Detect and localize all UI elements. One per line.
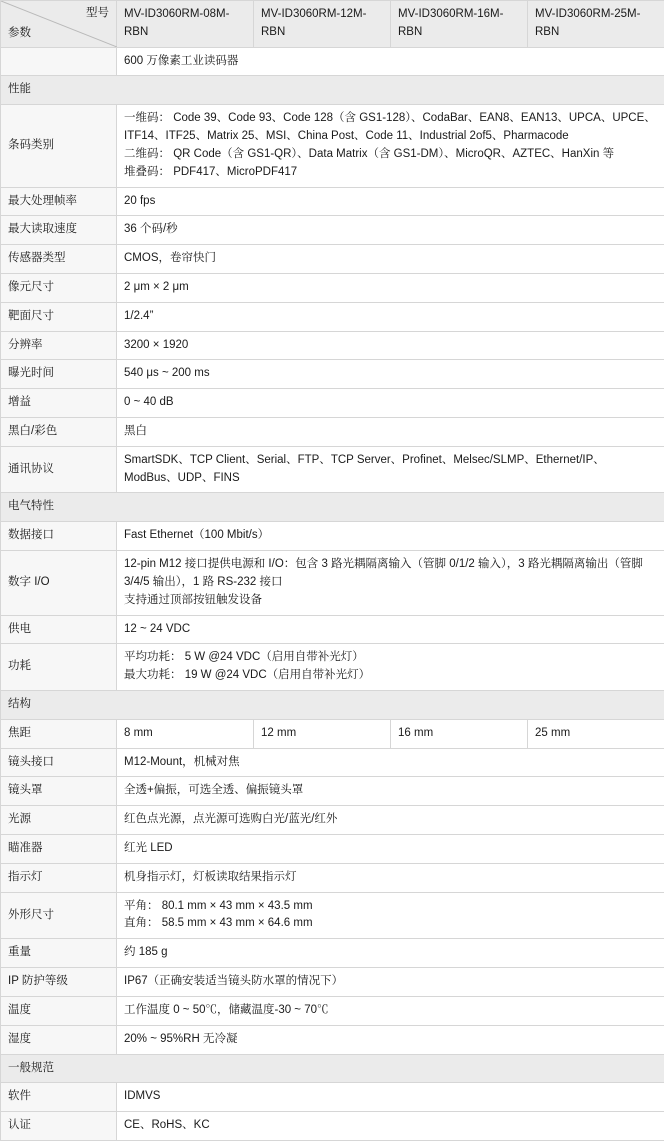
power-avg-line: 平均功耗： 5 W @24 VDC（启用自带补光灯）: [124, 649, 657, 667]
table-row: [1, 748, 664, 777]
table-row: [1, 187, 664, 216]
row-value-certification: CE、RoHS、KC: [117, 1112, 664, 1141]
row-value-focal-length-1: 8 mm: [117, 719, 254, 748]
dimensions-straight-line: 平角： 80.1 mm × 43 mm × 43.5 mm: [124, 898, 657, 916]
row-value-light-source: 红色点光源，点光源可选购白光/蓝光/红外: [117, 806, 664, 835]
row-value-aimer: 红光 LED: [117, 835, 664, 864]
row-label-max-frame-rate: 最大处理帧率: [1, 187, 117, 216]
row-value-resolution: 3200 × 1920: [117, 331, 664, 360]
table-row: [1, 273, 664, 302]
row-label-temperature: 温度: [1, 996, 117, 1025]
table-row: [1, 245, 664, 274]
row-label-focal-length: 焦距: [1, 719, 117, 748]
barcode-1d-line: 一维码： Code 39、Code 93、Code 128（含 GS1-128）、CodaBar、EAN8、EAN13、UPCA、UPCE、ITF14、ITF25、Matrix 25、MSI、China Post、Code 11、Industrial 2of5、Pharmacode: [124, 110, 657, 146]
row-value-power-supply: 12 ~ 24 VDC: [117, 615, 664, 644]
row-value-humidity: 20% ~ 95%RH 无冷凝: [117, 1025, 664, 1054]
digital-io-line-2: 支持通过顶部按钮触发设备: [124, 592, 657, 610]
row-value-focal-length-2: 12 mm: [254, 719, 391, 748]
table-row: [1, 777, 664, 806]
row-value-lens-cover: 全透+偏振，可选全透、偏振镜头罩: [117, 777, 664, 806]
table-row: [1, 105, 664, 187]
table-row: [1, 446, 664, 493]
row-value-protocol: [117, 446, 664, 493]
row-label-dimensions: 外形尺寸: [1, 892, 117, 939]
table-row: [1, 522, 664, 551]
row-label-protocol: 通讯协议: [1, 446, 117, 493]
header-param-label: 参数: [8, 25, 31, 43]
table-row: [1, 719, 664, 748]
row-label-resolution: 分辨率: [1, 331, 117, 360]
row-label-aimer: 瞄准器: [1, 835, 117, 864]
table-row: [1, 1025, 664, 1054]
row-value-dimensions: [117, 892, 664, 939]
table-row: [1, 863, 664, 892]
row-value-target-size: 1/2.4”: [117, 302, 664, 331]
table-row: [1, 551, 664, 615]
table-row: [1, 968, 664, 997]
model-column-4: [528, 1, 664, 48]
header-corner-cell: [1, 1, 117, 48]
row-value-lens-mount: M12-Mount，机械对焦: [117, 748, 664, 777]
table-row: [1, 835, 664, 864]
row-label-power-supply: 供电: [1, 615, 117, 644]
section-general-row: [1, 1054, 664, 1083]
model-name: MV-ID3060RM-12M-RBN: [261, 8, 366, 38]
row-value-max-read-speed: 36 个码/秒: [117, 216, 664, 245]
section-structure-row: [1, 690, 664, 719]
row-label-color: 黑白/彩色: [1, 418, 117, 447]
section-title-electrical: 电气特性: [1, 493, 664, 522]
row-label-exposure: 曝光时间: [1, 360, 117, 389]
row-label-sensor-type: 传感器类型: [1, 245, 117, 274]
row-label-barcode-types: 条码类别: [1, 105, 117, 187]
protocol-line-1: SmartSDK、TCP Client、Serial、FTP、TCP Server、Profinet、Melsec/SLMP、Ethernet/IP、: [124, 452, 657, 470]
product-line-spacer: [1, 47, 117, 76]
row-value-exposure: 540 μs ~ 200 ms: [117, 360, 664, 389]
row-value-color: 黑白: [117, 418, 664, 447]
table-row: [1, 216, 664, 245]
row-value-weight: 约 185 g: [117, 939, 664, 968]
row-label-indicator: 指示灯: [1, 863, 117, 892]
model-name: MV-ID3060RM-16M-RBN: [398, 8, 503, 38]
row-label-humidity: 湿度: [1, 1025, 117, 1054]
row-label-pixel-size: 像元尺寸: [1, 273, 117, 302]
row-label-gain: 增益: [1, 389, 117, 418]
row-value-gain: 0 ~ 40 dB: [117, 389, 664, 418]
product-line-value: 600 万像素工业读码器: [117, 47, 664, 76]
power-max-line: 最大功耗： 19 W @24 VDC（启用自带补光灯）: [124, 667, 657, 685]
table-row: [1, 418, 664, 447]
row-value-pixel-size: 2 μm × 2 μm: [117, 273, 664, 302]
section-title-structure: 结构: [1, 690, 664, 719]
barcode-2d-line: 二维码： QR Code（含 GS1-QR）、Data Matrix（含 GS1-DM）、MicroQR、AZTEC、HanXin 等: [124, 146, 657, 164]
section-title-performance: 性能: [1, 76, 664, 105]
barcode-stacked-line: 堆叠码： PDF417、MicroPDF417: [124, 164, 657, 182]
table-row: [1, 996, 664, 1025]
table-row: [1, 939, 664, 968]
table-row: [1, 302, 664, 331]
row-label-weight: 重量: [1, 939, 117, 968]
model-name: MV-ID3060RM-08M-RBN: [124, 8, 229, 38]
row-value-data-interface: Fast Ethernet（100 Mbit/s）: [117, 522, 664, 551]
table-row: [1, 389, 664, 418]
dimensions-right-angle-line: 直角： 58.5 mm × 43 mm × 64.6 mm: [124, 915, 657, 933]
row-value-software: IDMVS: [117, 1083, 664, 1112]
row-label-lens-cover: 镜头罩: [1, 777, 117, 806]
row-value-focal-length-4: 25 mm: [528, 719, 664, 748]
row-value-ip-rating: IP67（正确安装适当镜头防水罩的情况下）: [117, 968, 664, 997]
row-value-temperature: 工作温度 0 ~ 50℃，储藏温度-30 ~ 70℃: [117, 996, 664, 1025]
section-performance-row: [1, 76, 664, 105]
header-model-label: 型号: [86, 5, 109, 23]
model-column-3: [391, 1, 528, 48]
section-title-general: 一般规范: [1, 1054, 664, 1083]
table-row: [1, 806, 664, 835]
row-label-data-interface: 数据接口: [1, 522, 117, 551]
row-label-lens-mount: 镜头接口: [1, 748, 117, 777]
row-label-software: 软件: [1, 1083, 117, 1112]
table-row: [1, 1083, 664, 1112]
row-label-light-source: 光源: [1, 806, 117, 835]
row-value-focal-length-3: 16 mm: [391, 719, 528, 748]
model-column-2: [254, 1, 391, 48]
table-row: [1, 360, 664, 389]
row-label-digital-io: 数字 I/O: [1, 551, 117, 615]
table-row: [1, 892, 664, 939]
row-value-sensor-type: CMOS，卷帘快门: [117, 245, 664, 274]
table-row: [1, 331, 664, 360]
digital-io-line-1: 12-pin M12 接口提供电源和 I/O：包含 3 路光耦隔离输入（管脚 0/1/2 输入），3 路光耦隔离输出（管脚 3/4/5 输出），1 路 RS-232 接口: [124, 556, 657, 592]
row-value-digital-io: [117, 551, 664, 615]
table-row: [1, 644, 664, 691]
row-label-power-consumption: 功耗: [1, 644, 117, 691]
section-electrical-row: [1, 493, 664, 522]
model-column-1: [117, 1, 254, 48]
row-value-indicator: 机身指示灯，灯板读取结果指示灯: [117, 863, 664, 892]
product-line-row: [1, 47, 664, 76]
row-value-max-frame-rate: 20 fps: [117, 187, 664, 216]
row-label-certification: 认证: [1, 1112, 117, 1141]
protocol-line-2: ModBus、UDP、FINS: [124, 470, 657, 488]
table-row: [1, 615, 664, 644]
table-row: [1, 1112, 664, 1141]
model-name: MV-ID3060RM-25M-RBN: [535, 8, 640, 38]
row-value-power-consumption: [117, 644, 664, 691]
row-label-target-size: 靶面尺寸: [1, 302, 117, 331]
row-value-barcode-types: [117, 105, 664, 187]
row-label-ip-rating: IP 防护等级: [1, 968, 117, 997]
table-header-row: [1, 1, 664, 48]
row-label-max-read-speed: 最大读取速度: [1, 216, 117, 245]
